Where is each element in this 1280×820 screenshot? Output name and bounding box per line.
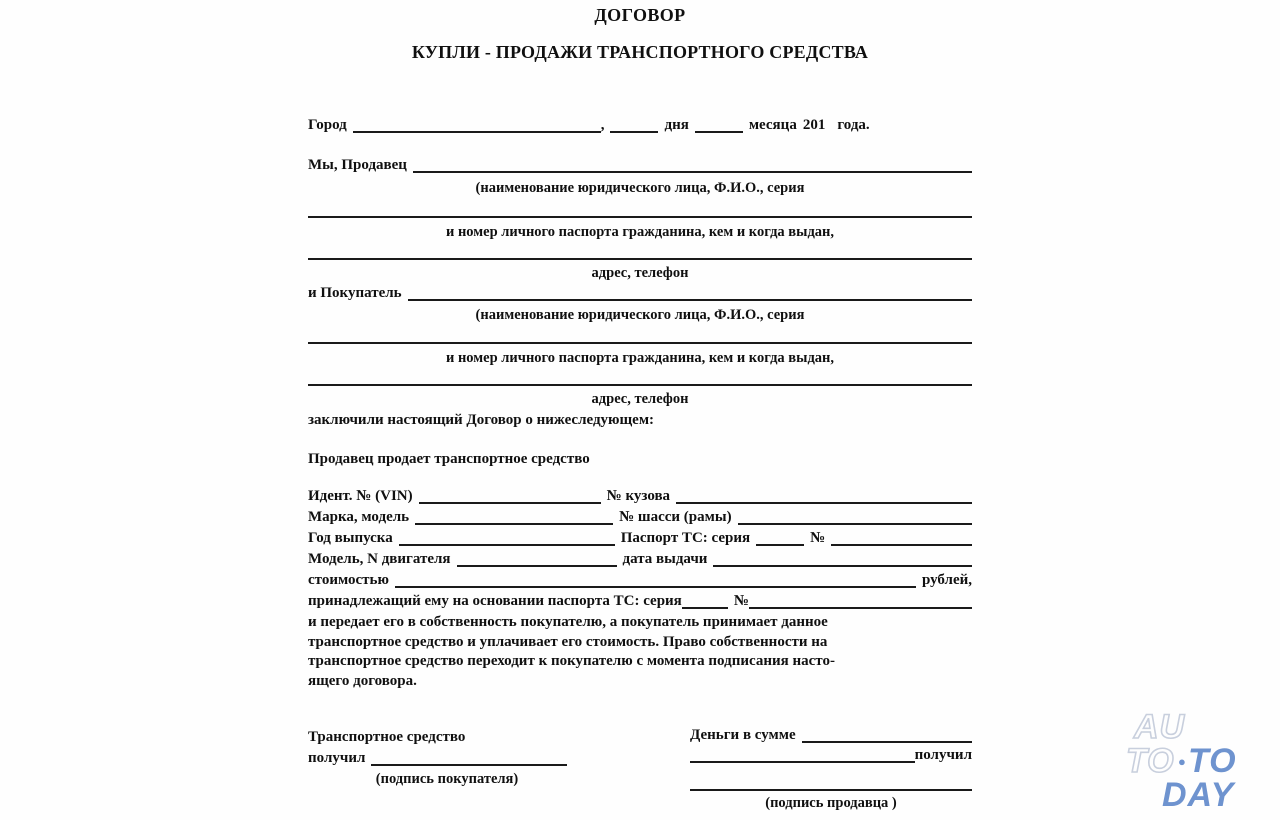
cost-currency-label: рублей, <box>921 572 972 588</box>
seller-signature-caption: (подпись продавца ) <box>765 795 897 811</box>
chassis-label: № шасси (рамы) <box>619 509 732 525</box>
seller-address-blank[interactable] <box>308 258 972 260</box>
issue-date-input-blank[interactable] <box>713 553 972 567</box>
city-label: Город <box>308 117 347 133</box>
watermark-text-au: AU <box>1134 708 1186 746</box>
pts-number-input-blank[interactable] <box>831 532 972 546</box>
seller-row <box>308 158 972 173</box>
sells-line: Продавец продает транспортное средство <box>308 451 590 467</box>
auto-today-watermark <box>1122 704 1272 816</box>
page-title: ДОГОВОР <box>594 5 686 25</box>
day-label: дня <box>664 117 689 133</box>
seller-input-blank[interactable] <box>413 159 972 173</box>
vin-row <box>308 489 972 504</box>
ownership-label: принадлежащий ему на основании паспорта ТС: серия <box>308 593 682 609</box>
contract-body <box>308 0 972 820</box>
city-input-blank[interactable] <box>353 119 601 133</box>
make-model-row <box>308 510 972 525</box>
pts-series-label: Паспорт ТС: серия <box>620 530 751 546</box>
vin-input-blank[interactable] <box>419 490 601 504</box>
watermark-text-to-outline: TO <box>1126 742 1175 780</box>
pts-series-input-blank[interactable] <box>756 532 804 546</box>
year-label: Год выпуска <box>308 530 393 546</box>
engine-row <box>308 552 972 567</box>
buyer-signature-blank[interactable] <box>371 752 567 766</box>
cost-input-blank[interactable] <box>395 574 916 588</box>
year-suffix: года. <box>837 117 870 133</box>
money-received-row <box>690 748 972 763</box>
terms-line-2: транспортное средство и уплачивает его стоимость. Право собственности на <box>308 633 828 650</box>
year-pts-row <box>308 531 972 546</box>
make-model-input-blank[interactable] <box>415 511 613 525</box>
watermark-text-day: DAY <box>1162 776 1235 814</box>
pts-number-label: № <box>810 530 826 546</box>
chassis-input-blank[interactable] <box>738 511 972 525</box>
body-number-label: № кузова <box>606 488 671 504</box>
seller-signature-blank[interactable] <box>690 777 972 791</box>
contract-terms-paragraph <box>308 613 972 691</box>
ownership-series-input-blank[interactable] <box>682 595 728 609</box>
seller-caption-3: адрес, телефон <box>591 265 689 281</box>
buyer-received-label: получил <box>308 749 366 766</box>
cost-row <box>308 573 972 588</box>
seller-label: Мы, Продавец <box>308 157 407 173</box>
cost-label: стоимостью <box>308 572 389 588</box>
engine-label: Модель, N двигателя <box>308 551 451 567</box>
page-subtitle: КУПЛИ - ПРОДАЖИ ТРАНСПОРТНОГО СРЕДСТВА <box>411 41 869 62</box>
engine-input-blank[interactable] <box>457 553 617 567</box>
terms-line-4: ящего договора. <box>308 672 417 689</box>
buyer-address-blank[interactable] <box>308 384 972 386</box>
money-received-blank[interactable] <box>690 749 915 763</box>
watermark-text-to-solid: TO <box>1188 742 1237 780</box>
conclusion-line: заключили настоящий Договор о нижеследующем: <box>308 412 655 428</box>
buyer-caption-1: (наименование юридического лица, Ф.И.О., серия <box>475 307 805 323</box>
money-amount-label: Деньги в сумме <box>690 727 796 743</box>
buyer-received-row <box>308 751 608 766</box>
watermark-dot-icon: ● <box>1178 754 1186 769</box>
body-number-input-blank[interactable] <box>676 490 972 504</box>
money-amount-blank[interactable] <box>802 729 972 743</box>
buyer-input-blank[interactable] <box>408 287 972 301</box>
buyer-received-line-1: Транспортное средство <box>308 729 466 745</box>
buyer-signature-block <box>308 728 608 788</box>
buyer-caption-2: и номер личного паспорта гражданина, кем и когда выдан, <box>445 350 835 366</box>
vin-label: Идент. № (VIN) <box>308 488 413 504</box>
buyer-caption-3: адрес, телефон <box>591 391 689 407</box>
seller-passport-blank[interactable] <box>308 216 972 218</box>
buyer-passport-blank[interactable] <box>308 342 972 344</box>
ownership-number-input-blank[interactable] <box>749 595 972 609</box>
make-model-label: Марка, модель <box>308 509 410 525</box>
ownership-number-label: № <box>733 593 749 609</box>
terms-line-3: транспортное средство переходит к покупателю с момента подписания насто- <box>308 653 835 669</box>
money-amount-row <box>690 728 972 743</box>
year-input-blank[interactable] <box>399 532 615 546</box>
year-prefix: 201 <box>802 117 826 133</box>
buyer-label: и Покупатель <box>308 285 402 301</box>
money-received-label: получил <box>914 747 972 763</box>
issue-date-label: дата выдачи <box>622 551 708 567</box>
month-input-blank[interactable] <box>695 119 743 133</box>
place-date-row <box>308 118 972 133</box>
buyer-signature-caption: (подпись покупателя) <box>375 770 519 787</box>
terms-line-1: и передает его в собственность покупателю, а покупатель принимает данное <box>308 614 828 630</box>
seller-signature-block <box>690 728 972 812</box>
comma-separator: , <box>600 117 605 133</box>
month-label: месяца <box>748 117 797 133</box>
buyer-row <box>308 286 972 301</box>
seller-signature-row <box>690 777 972 791</box>
seller-caption-2: и номер личного паспорта гражданина, кем и когда выдан, <box>445 224 835 240</box>
document-title-block <box>308 0 972 63</box>
ownership-row <box>308 594 972 609</box>
seller-caption-1: (наименование юридического лица, Ф.И.О., серия <box>475 180 805 196</box>
day-input-blank[interactable] <box>610 119 658 133</box>
